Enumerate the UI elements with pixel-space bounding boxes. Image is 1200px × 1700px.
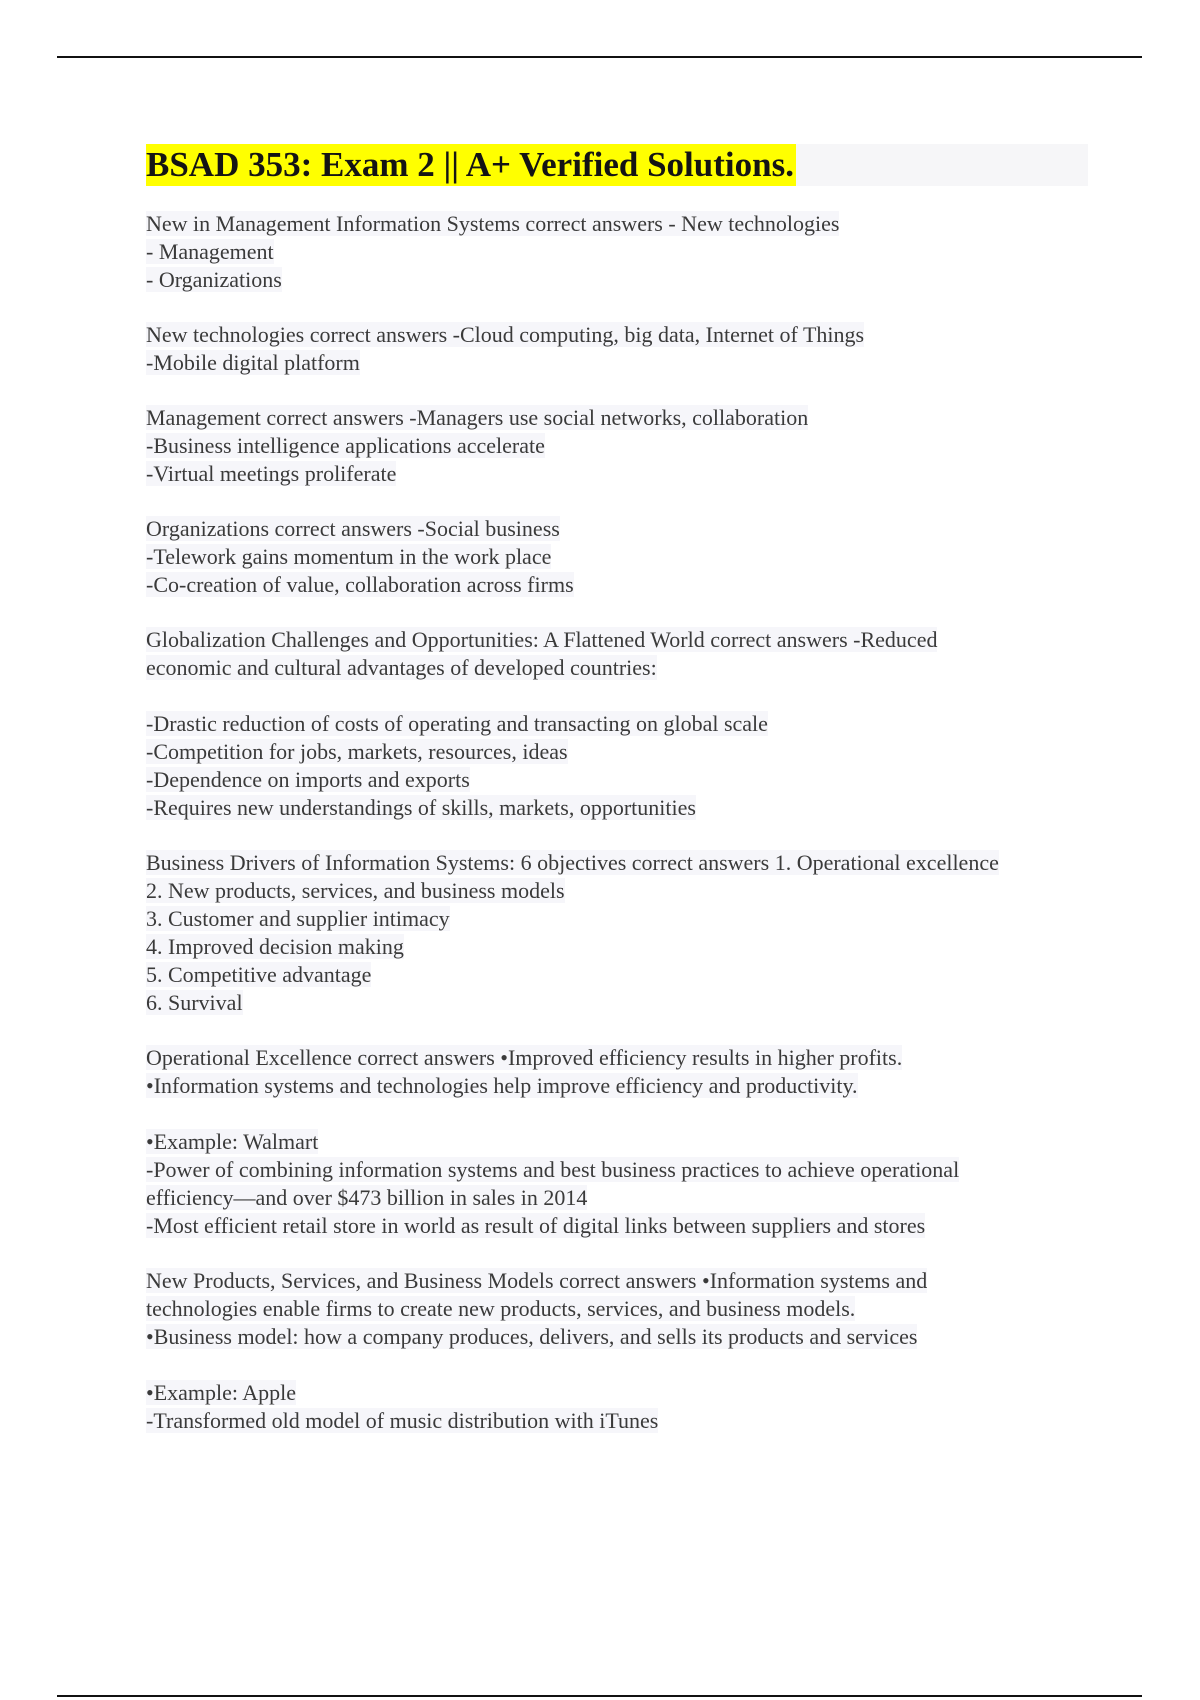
text-line: •Example: Walmart [146,1129,319,1154]
text-line: -Competition for jobs, markets, resources, ideas [146,739,568,764]
qa-entry-business-drivers [146,849,1088,1017]
text-line: Management correct answers -Managers use social networks, collaboration [146,405,809,430]
text-line: efficiency—and over $473 billion in sales in 2014 [146,1185,588,1210]
text-line: 6. Survival [146,990,243,1015]
qa-entry-globalization [146,626,1088,822]
text-line: •Example: Apple [146,1380,297,1405]
text-line: -Virtual meetings proliferate [146,461,397,486]
text-line: •Information systems and technologies help improve efficiency and productivity. [146,1073,858,1098]
qa-entry-new-products [146,1267,1088,1435]
text-line: -Drastic reduction of costs of operating and transacting on global scale [146,711,768,736]
text-line: economic and cultural advantages of developed countries: [146,655,657,680]
text-line: -Mobile digital platform [146,350,360,375]
qa-entry-management [146,404,1088,488]
title-bar [146,144,1088,186]
text-line: New Products, Services, and Business Models correct answers •Information systems and [146,1268,928,1293]
text-line: New in Management Information Systems correct answers - New technologies [146,211,840,236]
text-line: 3. Customer and supplier intimacy [146,906,450,931]
text-line: -Requires new understandings of skills, markets, opportunities [146,795,696,820]
text-line: -Transformed old model of music distribution with iTunes [146,1408,659,1433]
text-line: -Co-creation of value, collaboration across firms [146,572,574,597]
text-line: •Business model: how a company produces, delivers, and sells its products and services [146,1324,918,1349]
text-line: 2. New products, services, and business models [146,878,565,903]
text-line: -Dependence on imports and exports [146,767,470,792]
text-line: -Power of combining information systems and best business practices to achieve operational [146,1157,960,1182]
qa-entry-organizations [146,515,1088,599]
text-line: Operational Excellence correct answers •Improved efficiency results in higher profits. [146,1045,903,1070]
text-line: Business Drivers of Information Systems: 6 objectives correct answers 1. Operational excellence [146,850,999,875]
text-line: Globalization Challenges and Opportunities: A Flattened World correct answers -Reduced [146,627,938,652]
text-line: technologies enable firms to create new products, services, and business models. [146,1296,856,1321]
text-line: Organizations correct answers -Social business [146,516,560,541]
document-body [146,144,1088,1462]
qa-entry-operational-excellence [146,1044,1088,1240]
text-line: -Most efficient retail store in world as result of digital links between suppliers and stores [146,1213,926,1238]
qa-entry-new-in-mis [146,210,1088,294]
bottom-rule [57,1695,1142,1697]
text-line: 5. Competitive advantage [146,962,372,987]
text-line: - Organizations [146,267,282,292]
document-title: BSAD 353: Exam 2 || A+ Verified Solutions. [146,145,794,184]
top-rule [57,56,1142,58]
text-line: -Business intelligence applications accelerate [146,433,545,458]
text-line: 4. Improved decision making [146,934,404,959]
qa-entry-new-technologies [146,321,1088,377]
text-line: -Telework gains momentum in the work place [146,544,552,569]
text-line: - Management [146,239,274,264]
text-line: New technologies correct answers -Cloud computing, big data, Internet of Things [146,322,865,347]
